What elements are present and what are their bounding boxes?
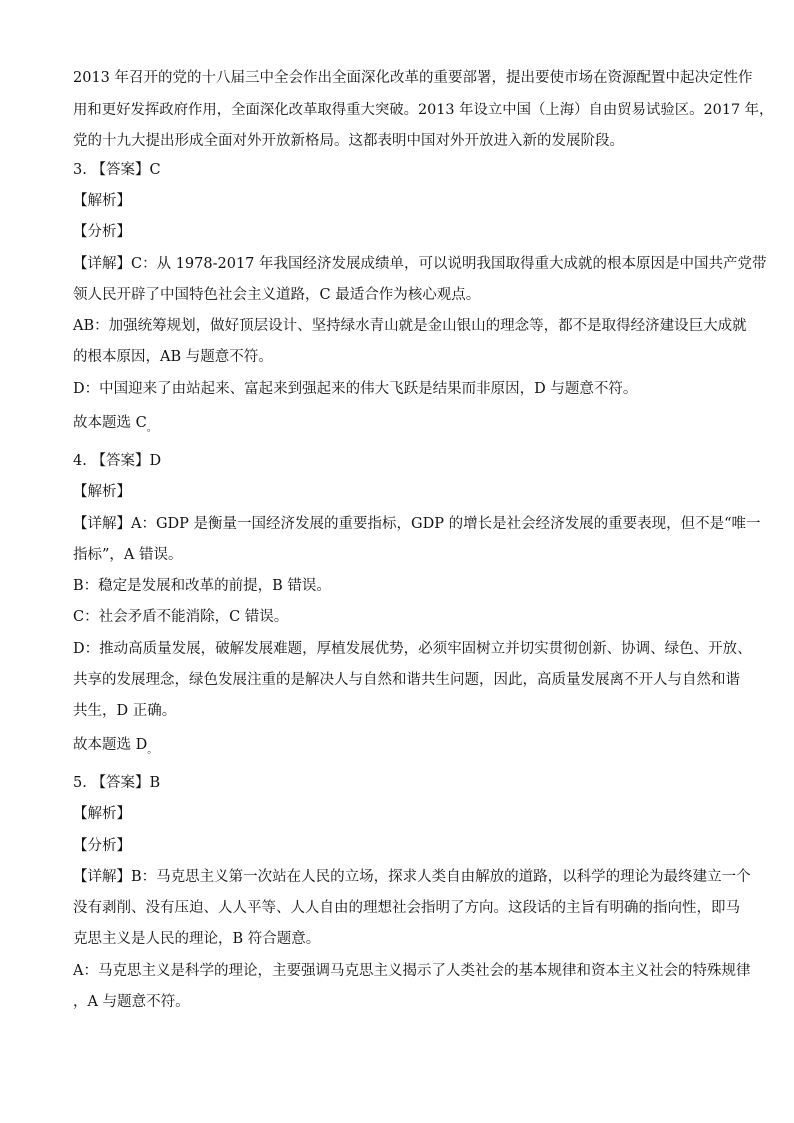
q4-conclusion [73, 735, 157, 761]
q5-a-line-1: A：马克思主义是科学的理论，主要强调马克思主义揭示了人类社会的基本规律和资本主义社会的特殊规律 [73, 963, 751, 979]
q3-fenxi-heading: 【分析】 [73, 224, 131, 240]
q4-d-line-2: 共享的发展理念，绿色发展注重的是解决人与自然和谐共生问题，因此，高质量发展离不开人与自然和谐 [73, 672, 740, 688]
intro-line-3: 党的十九大提出形成全面对外开放新格局。这都表明中国对外开放进入新的发展阶段。 [73, 133, 624, 149]
q4-conclusion-text: 故本题选 D [73, 737, 148, 753]
q3-conclusion-text: 故本题选 C [73, 415, 147, 431]
intro-line-1: 2013 年召开的党的十八届三中全会作出全面深化改革的重要部署，提出要使市场在资源配置中起决定性作 [73, 70, 753, 86]
q4-c-line: C：社会矛盾不能消除，C 错误。 [73, 609, 289, 625]
q3-jiexi-heading: 【解析】 [73, 193, 131, 209]
q4-answer: 4. 【答案】D [73, 453, 162, 469]
q3-conclusion [73, 413, 157, 439]
q5-detail-line-2: 没有剥削、没有压迫、人人平等、人人自由的理想社会指明了方向。这段话的主旨有明确的指向性，即马 [73, 900, 740, 916]
q4-d-line-1: D：推动高质量发展，破解发展难题，厚植发展优势，必须牢固树立并切实贯彻创新、协调、绿色、开放、 [73, 641, 752, 657]
q3-detail-line-2: 领人民开辟了中国特色社会主义道路，C 最适合作为核心观点。 [73, 287, 481, 303]
q3-conclusion-mark: 。 [146, 423, 157, 434]
q5-fenxi-heading: 【分析】 [73, 838, 131, 854]
q4-jiexi-heading: 【解析】 [73, 484, 131, 500]
q5-answer: 5. 【答案】B [73, 775, 161, 791]
intro-line-2: 用和更好发挥政府作用，全面深化改革取得重大突破。2013 年设立中国（上海）自由贸易试验区。2017 年， [73, 102, 774, 118]
q3-d-line: D：中国迎来了由站起来、富起来到强起来的伟大飞跃是结果而非原因，D 与题意不符。 [73, 381, 638, 397]
q4-d-line-3: 共生，D 正确。 [73, 703, 177, 719]
q3-detail-line-1: 【详解】C：从 1978-2017 年我国经济发展成绩单，可以说明我国取得重大成就的根本原因是中国共产党带 [73, 256, 767, 272]
q5-detail-line-1: 【详解】B：马克思主义第一次站在人民的立场，探求人类自由解放的道路，以科学的理论为最终建立一个 [73, 869, 751, 885]
q4-detail-line-2: 指标”，A 错误。 [73, 547, 183, 563]
q4-detail-line-1: 【详解】A：GDP 是衡量一国经济发展的重要指标，GDP 的增长是社会经济发展的重要表现，但不是“唯一 [73, 516, 761, 532]
q5-jiexi-heading: 【解析】 [73, 806, 131, 822]
q4-b-line: B：稳定是发展和改革的前提，B 错误。 [73, 578, 331, 594]
q5-a-line-2: ，A 与题意不符。 [73, 994, 190, 1010]
q4-conclusion-mark: 。 [147, 745, 158, 756]
q3-ab-line-1: AB：加强统筹规划，做好顶层设计、坚持绿水青山就是金山银山的理念等，都不是取得经济建设巨大成就 [73, 318, 747, 334]
q3-ab-line-2: 的根本原因，AB 与题意不符。 [73, 349, 273, 365]
q3-answer: 3. 【答案】C [73, 162, 161, 178]
q5-detail-line-3: 克思主义是人民的理论，B 符合题意。 [73, 931, 321, 947]
